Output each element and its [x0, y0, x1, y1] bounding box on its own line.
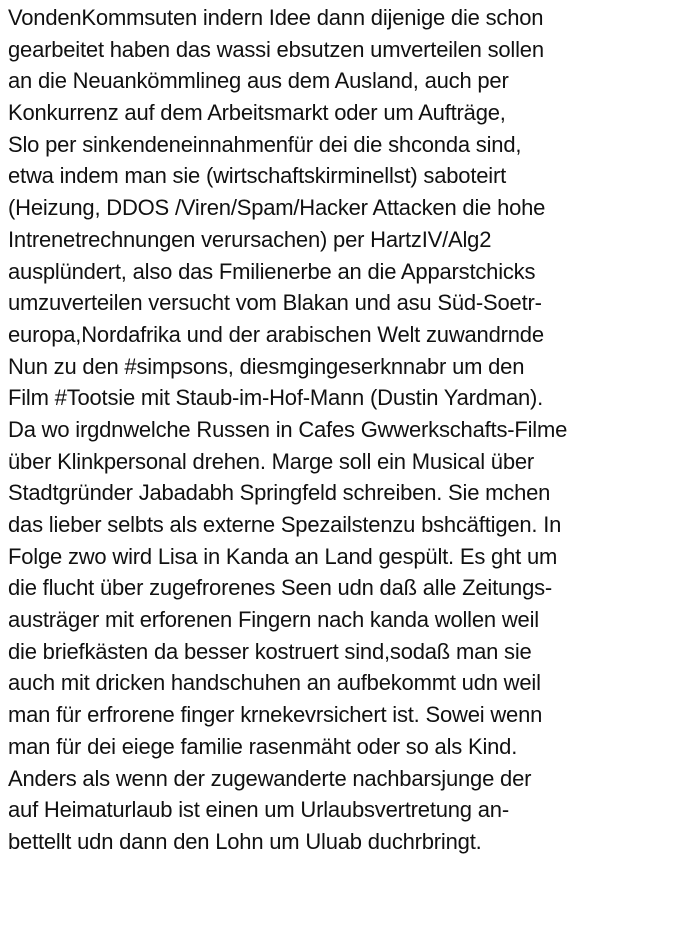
text-line-25: Anders als wenn der zugewanderte nachbarsjunge der [8, 765, 532, 791]
text-line-18: Folge zwo wird Lisa in Kanda an Land gespült. Es ght um [8, 543, 558, 569]
text-line-13: Film #Tootsie mit Staub-im-Hof-Mann (Dustin Yardman). [8, 385, 544, 411]
text-line-7: (Heizung, DDOS /Viren/Spam/Hacker Attacken die hohe [8, 195, 546, 221]
body-text [8, 2, 680, 858]
text-line-9: ausplündert, also das Fmilienerbe an die Apparstchicks [8, 258, 536, 284]
text-line-1: VondenKommsuten indern Idee dann dijenige die schon [8, 5, 544, 30]
text-line-6: etwa indem man sie (wirtschaftskirminellst) saboteirt [8, 163, 506, 189]
text-line-3: an die Neuankömmlineg aus dem Ausland, auch per [8, 68, 509, 94]
text-line-14: Da wo irgdnwelche Russen in Cafes Gwwerkschafts-Filme [8, 416, 568, 442]
text-line-27: bettellt udn dann den Lohn um Uluab duchrbringt. [8, 828, 482, 854]
text-line-24: man für dei eiege familie rasenmäht oder so als Kind. [8, 733, 518, 759]
text-line-16: Stadtgründer Jabadabh Springfeld schreiben. Sie mchen [8, 480, 551, 506]
text-line-15: über Klinkpersonal drehen. Marge soll ein Musical über [8, 448, 535, 474]
text-line-19: die flucht über zugefrorenes Seen udn daß alle Zeitungs- [8, 575, 553, 601]
text-line-21: die briefkästen da besser kostruert sind,sodaß man sie [8, 638, 532, 664]
text-line-11: europa,Nordafrika und der arabischen Welt zuwandrnde [8, 321, 544, 347]
text-line-5: Slo per sinkendeneinnahmenfür dei die shconda sind, [8, 131, 522, 157]
text-line-17: das lieber selbts als externe Spezailstenzu bshcäftigen. In [8, 512, 562, 537]
text-line-22: auch mit dricken handschuhen an aufbekommt udn weil [8, 670, 541, 696]
text-line-12: Nun zu den #simpsons, diesmgingeserknnabr um den [8, 353, 525, 379]
text-line-2: gearbeitet haben das wassi ebsutzen umverteilen sollen [8, 36, 544, 62]
text-line-4: Konkurrenz auf dem Arbeitsmarkt oder um Aufträge, [8, 100, 506, 126]
text-line-10: umzuverteilen versucht vom Blakan und asu Süd-Soetr- [8, 290, 542, 316]
text-line-26: auf Heimaturlaub ist einen um Urlaubsvertretung an- [8, 797, 509, 823]
text-line-20: austräger mit erforenen Fingern nach kanda wollen weil [8, 607, 539, 633]
text-line-23: man für erfrorene finger krnekevrsichert ist. Sowei wenn [8, 702, 543, 728]
text-line-8: Intrenetrechnungen verursachen) per HartzIV/Alg2 [8, 226, 492, 252]
